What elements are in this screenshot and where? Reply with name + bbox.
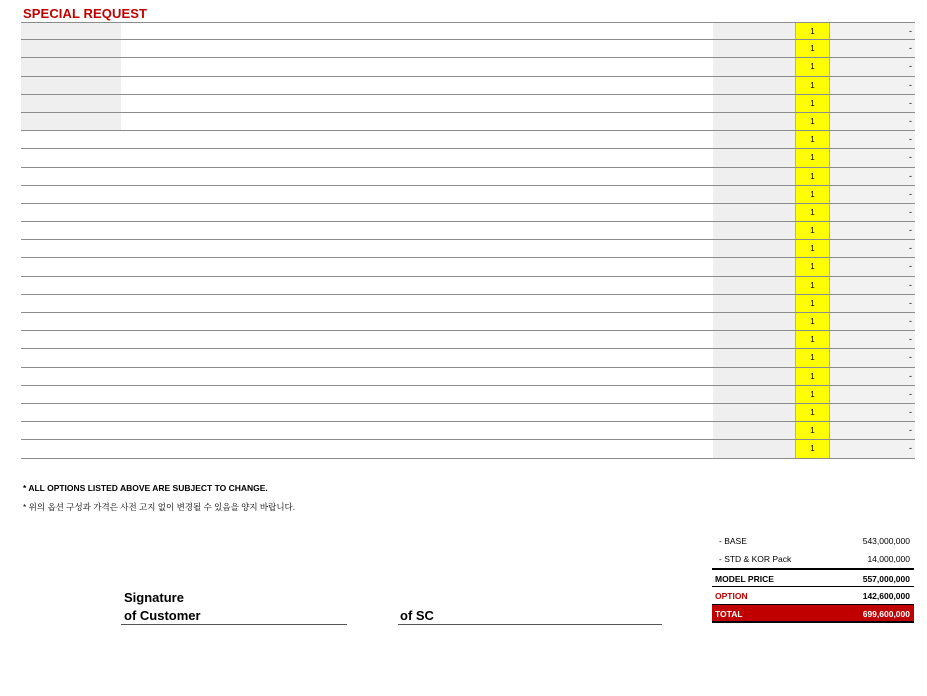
amount-cell: - [830, 349, 915, 366]
code-cell[interactable] [21, 331, 121, 348]
code-cell[interactable] [21, 222, 121, 239]
table-row [21, 40, 915, 58]
table-row [21, 168, 915, 186]
quantity-cell[interactable]: 1 [795, 168, 830, 185]
base-value: 543,000,000 [862, 536, 910, 546]
quantity-cell[interactable]: 1 [795, 368, 830, 385]
price-cell[interactable] [713, 349, 795, 366]
price-cell[interactable] [713, 422, 795, 439]
amount-cell: - [830, 95, 915, 112]
amount-cell: - [830, 222, 915, 239]
code-cell[interactable] [21, 349, 121, 366]
description-cell[interactable] [121, 168, 713, 185]
price-cell[interactable] [713, 58, 795, 75]
pack-label: - STD & KOR Pack [719, 554, 792, 565]
description-cell[interactable] [121, 440, 713, 457]
table-row [21, 22, 915, 40]
code-cell[interactable] [21, 295, 121, 312]
description-cell[interactable] [121, 331, 713, 348]
table-row [21, 240, 915, 258]
special-request-table [21, 22, 915, 459]
code-cell[interactable] [21, 186, 121, 203]
description-cell[interactable] [121, 422, 713, 439]
code-cell[interactable] [21, 204, 121, 221]
code-cell[interactable] [21, 149, 121, 166]
price-cell[interactable] [713, 186, 795, 203]
model-price-label: MODEL PRICE [715, 574, 774, 585]
price-cell[interactable] [713, 40, 795, 57]
code-cell[interactable] [21, 258, 121, 275]
price-summary [712, 532, 914, 623]
price-cell[interactable] [713, 23, 795, 39]
page-title: SPECIAL REQUEST [23, 6, 148, 21]
code-cell[interactable] [21, 386, 121, 403]
customer-signature-field[interactable] [121, 624, 347, 625]
amount-cell: - [830, 40, 915, 57]
amount-cell: - [830, 331, 915, 348]
description-cell[interactable] [121, 95, 713, 112]
amount-cell: - [830, 168, 915, 185]
description-cell[interactable] [121, 131, 713, 148]
description-cell[interactable] [121, 204, 713, 221]
price-cell[interactable] [713, 240, 795, 257]
price-cell[interactable] [713, 258, 795, 275]
quantity-cell[interactable]: 1 [795, 222, 830, 239]
quantity-cell[interactable]: 1 [795, 58, 830, 75]
description-cell[interactable] [121, 58, 713, 75]
code-cell[interactable] [21, 77, 121, 94]
price-cell[interactable] [713, 77, 795, 94]
code-cell[interactable] [21, 240, 121, 257]
code-cell[interactable] [21, 131, 121, 148]
note-english: * ALL OPTIONS LISTED ABOVE ARE SUBJECT TO CHANGE. [23, 483, 268, 493]
summary-row-total [712, 605, 914, 623]
price-cell[interactable] [713, 368, 795, 385]
code-cell[interactable] [21, 277, 121, 294]
quantity-cell[interactable]: 1 [795, 386, 830, 403]
description-cell[interactable] [121, 113, 713, 130]
amount-cell: - [830, 295, 915, 312]
pack-value: 14,000,000 [867, 554, 910, 565]
price-cell[interactable] [713, 440, 795, 457]
amount-cell: - [830, 204, 915, 221]
summary-row-model-price [712, 568, 914, 586]
description-cell[interactable] [121, 404, 713, 421]
customer-signature-label [124, 589, 201, 625]
code-cell[interactable] [21, 168, 121, 185]
amount-cell: - [830, 277, 915, 294]
code-cell[interactable] [21, 58, 121, 75]
quantity-cell[interactable]: 1 [795, 277, 830, 294]
summary-row-pack [712, 550, 914, 568]
price-cell[interactable] [713, 131, 795, 148]
price-cell[interactable] [713, 295, 795, 312]
table-row [21, 386, 915, 404]
model-price-value: 557,000,000 [862, 574, 910, 585]
description-cell[interactable] [121, 186, 713, 203]
amount-cell: - [830, 440, 915, 457]
price-cell[interactable] [713, 386, 795, 403]
code-cell[interactable] [21, 113, 121, 130]
price-cell[interactable] [713, 404, 795, 421]
quantity-cell[interactable]: 1 [795, 349, 830, 366]
quantity-cell[interactable]: 1 [795, 422, 830, 439]
option-label: OPTION [715, 590, 748, 601]
quantity-cell[interactable]: 1 [795, 186, 830, 203]
base-label: - BASE [719, 536, 747, 546]
price-cell[interactable] [713, 313, 795, 330]
code-cell[interactable] [21, 23, 121, 39]
table-row [21, 331, 915, 349]
amount-cell: - [830, 422, 915, 439]
amount-cell: - [830, 404, 915, 421]
quantity-cell[interactable]: 1 [795, 313, 830, 330]
price-cell[interactable] [713, 149, 795, 166]
sc-signature-field[interactable] [398, 624, 662, 625]
code-cell[interactable] [21, 422, 121, 439]
sc-signature-label: of SC [400, 608, 434, 623]
description-cell[interactable] [121, 313, 713, 330]
description-cell[interactable] [121, 349, 713, 366]
table-row [21, 58, 915, 76]
table-row [21, 368, 915, 386]
quantity-cell[interactable]: 1 [795, 404, 830, 421]
amount-cell: - [830, 149, 915, 166]
summary-row-option [712, 587, 914, 605]
amount-cell: - [830, 313, 915, 330]
table-row [21, 404, 915, 422]
description-cell[interactable] [121, 23, 713, 39]
table-row [21, 77, 915, 95]
description-cell[interactable] [121, 277, 713, 294]
price-cell[interactable] [713, 95, 795, 112]
price-cell[interactable] [713, 331, 795, 348]
quantity-cell[interactable]: 1 [795, 40, 830, 57]
amount-cell: - [830, 77, 915, 94]
total-label: TOTAL [715, 608, 743, 619]
description-cell[interactable] [121, 77, 713, 94]
table-row [21, 186, 915, 204]
quantity-cell[interactable]: 1 [795, 131, 830, 148]
price-cell[interactable] [713, 204, 795, 221]
table-row [21, 258, 915, 276]
quantity-cell[interactable]: 1 [795, 23, 830, 39]
table-row [21, 440, 915, 458]
table-row [21, 422, 915, 440]
amount-cell: - [830, 240, 915, 257]
amount-cell: - [830, 258, 915, 275]
code-cell[interactable] [21, 95, 121, 112]
table-row [21, 277, 915, 295]
customer-signature-line2: of Customer [124, 608, 201, 623]
note-korean: * 위의 옵션 구성과 가격은 사전 고지 없이 변경될 수 있음을 양지 바랍니다. [23, 502, 296, 512]
amount-cell: - [830, 386, 915, 403]
description-cell[interactable] [121, 368, 713, 385]
summary-row-base [712, 532, 914, 550]
quantity-cell[interactable]: 1 [795, 149, 830, 166]
quantity-cell[interactable]: 1 [795, 440, 830, 457]
quantity-cell[interactable]: 1 [795, 295, 830, 312]
table-row [21, 204, 915, 222]
amount-cell: - [830, 131, 915, 148]
code-cell[interactable] [21, 313, 121, 330]
table-row [21, 295, 915, 313]
code-cell[interactable] [21, 440, 121, 457]
amount-cell: - [830, 368, 915, 385]
price-cell[interactable] [713, 113, 795, 130]
table-row [21, 313, 915, 331]
quantity-cell[interactable]: 1 [795, 113, 830, 130]
description-cell[interactable] [121, 258, 713, 275]
description-cell[interactable] [121, 149, 713, 166]
amount-cell: - [830, 186, 915, 203]
table-row [21, 349, 915, 367]
code-cell[interactable] [21, 368, 121, 385]
quantity-cell[interactable]: 1 [795, 204, 830, 221]
option-value: 142,600,000 [862, 590, 910, 601]
quantity-cell[interactable]: 1 [795, 331, 830, 348]
table-row [21, 131, 915, 149]
description-cell[interactable] [121, 222, 713, 239]
quantity-cell[interactable]: 1 [795, 240, 830, 257]
amount-cell: - [830, 23, 915, 39]
quantity-cell[interactable]: 1 [795, 258, 830, 275]
description-cell[interactable] [121, 295, 713, 312]
code-cell[interactable] [21, 404, 121, 421]
description-cell[interactable] [121, 40, 713, 57]
quantity-cell[interactable]: 1 [795, 95, 830, 112]
description-cell[interactable] [121, 240, 713, 257]
description-cell[interactable] [121, 386, 713, 403]
customer-signature-line1: Signature [124, 590, 184, 605]
table-row [21, 113, 915, 131]
quantity-cell[interactable]: 1 [795, 77, 830, 94]
table-row [21, 95, 915, 113]
total-value: 699,600,000 [862, 608, 910, 619]
price-cell[interactable] [713, 168, 795, 185]
amount-cell: - [830, 58, 915, 75]
table-row [21, 222, 915, 240]
table-row [21, 149, 915, 167]
price-cell[interactable] [713, 222, 795, 239]
amount-cell: - [830, 113, 915, 130]
code-cell[interactable] [21, 40, 121, 57]
price-cell[interactable] [713, 277, 795, 294]
